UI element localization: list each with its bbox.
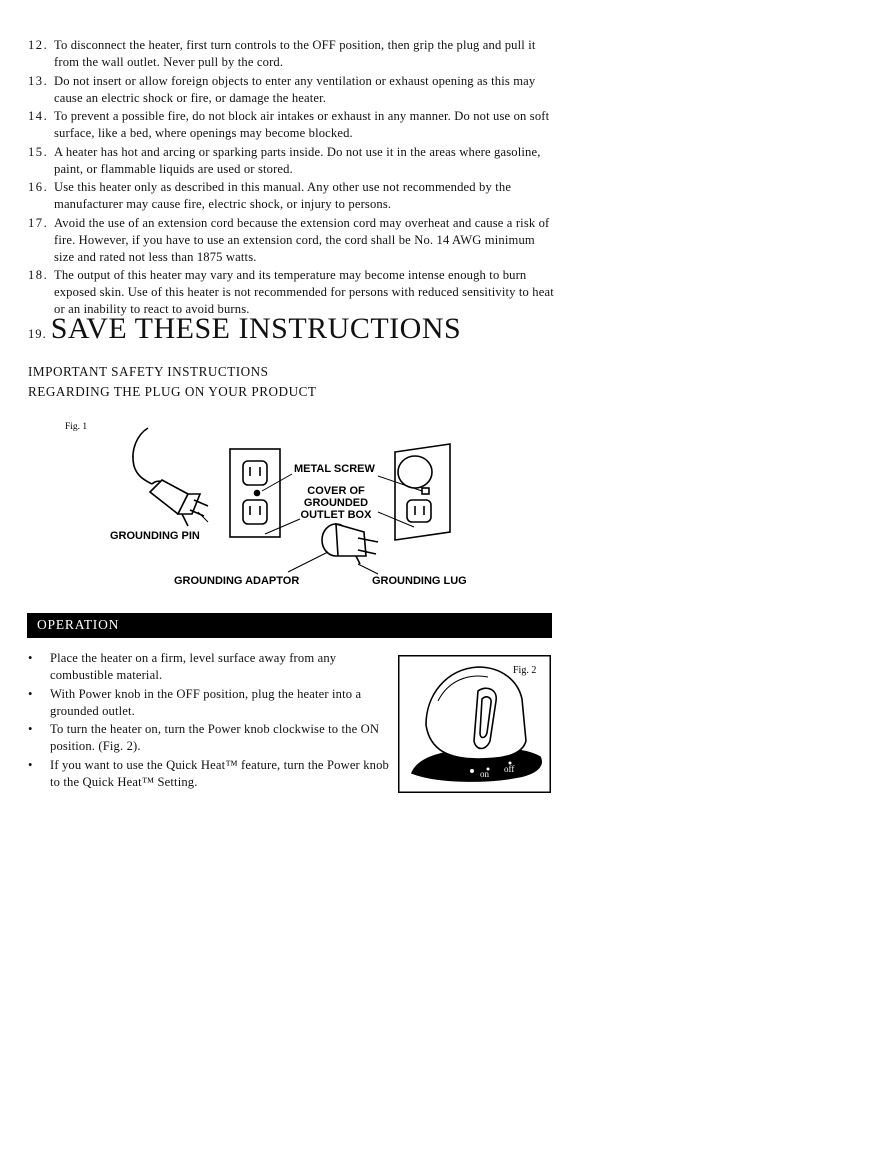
plug-safety-heading: IMPORTANT SAFETY INSTRUCTIONS REGARDING THE PLUG ON YOUR PRODUCT [28,364,317,399]
list-item: 18. The output of this heater may vary and its temperature may become intense enough to burn exposed skin. Use of this heater is not recommended for persons with reduced sensitivity to heat or an inability to react to avoid burns. [28,268,554,316]
figure-1-plug-diagram [60,414,490,594]
list-item: 15. A heater has hot and arcing or sparking parts inside. Do not use it in the areas where gasoline, paint, or flammable liquids are used or stored. [28,144,541,176]
list-item: • With Power knob in the OFF position, plug the heater into a grounded outlet. [28,686,362,718]
cover-label-line3: OUTLET BOX [300,509,372,521]
duplex-outlet-illustration [230,449,280,537]
list-item: 14. To prevent a possible fire, do not block air intakes or exhaust in any manner. Do not use on soft surface, like a bed, where openings may become blocked. [28,109,550,140]
list-item: 17. Avoid the use of an extension cord because the extension cord may overheat and cause a risk of fire. However, if you have to use an extension cord, the cord shall be No. 14 AWG minimum size and rated not less than 1875 watts. [28,215,550,264]
grounding-adaptor-label: GROUNDING ADAPTOR [174,575,300,587]
fig2-label: Fig. 2 [513,665,537,676]
grounding-pin-label: GROUNDING PIN [110,530,200,542]
safety-instructions-list [28,37,558,320]
grounding-adaptor-illustration [322,524,378,564]
operation-section-header: OPERATION [27,613,552,638]
metal-screw-label: METAL SCREW [294,463,375,475]
cover-label-line1: COVER OF [307,485,365,497]
list-item: 13. Do not insert or allow foreign objects to enter any ventilation or exhaust opening as this may cause an electric shock or fire, or damage the heater. [28,73,536,105]
wall-plate-illustration [395,444,450,540]
operation-steps-list [28,650,398,792]
quick-heat-dot [470,769,474,773]
on-label: on [480,769,489,779]
list-item: 16. Use this heater only as described in this manual. Any other use not recommended by the manufacturer may cause fire, electric shock, or injury to persons. [28,180,512,211]
grounding-lug-label: GROUNDING LUG [372,575,467,587]
cover-label-line2: GROUNDED [303,497,369,509]
save-instructions-heading: 19. SAVE THESE INSTRUCTIONS [28,312,462,345]
heat-label: HEAT [442,771,463,780]
fig1-label: Fig. 1 [65,422,88,432]
off-label: off [504,764,515,774]
list-item: • To turn the heater on, turn the Power knob clockwise to the ON position. (Fig. 2). [28,722,380,753]
quick-label: QUICK [440,763,466,772]
list-item: 12. To disconnect the heater, first turn controls to the OFF position, then grip the plug and pull it from the wall outlet. Never pull by the cord. [28,38,536,69]
list-item: • Place the heater on a firm, level surface away from any combustible material. [28,651,337,682]
figure-2-power-knob [398,655,551,793]
list-item: • If you want to use the Quick Heat™ feature, turn the Power knob to the Quick Heat™ Setting. [28,757,389,789]
three-prong-plug-illustration [133,428,208,526]
